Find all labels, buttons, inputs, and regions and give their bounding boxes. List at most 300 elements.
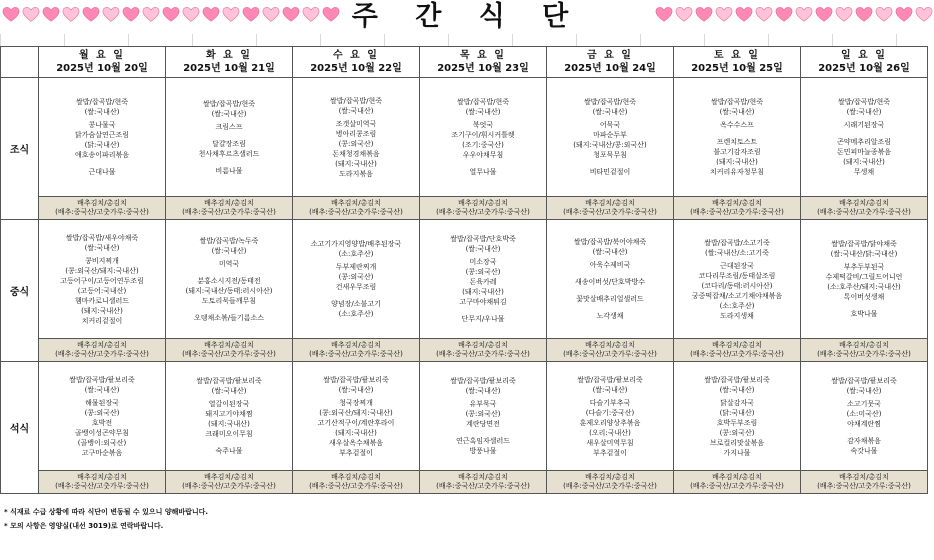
meal-row <box>1 362 928 471</box>
menu-item: 고등어구이/고등어연두조림 <box>60 276 144 285</box>
spacer <box>547 304 673 311</box>
kimchi-cell <box>801 197 928 220</box>
menu-item: 아욱수제비국 <box>589 261 631 269</box>
menu-item: (쌀:국내산) <box>465 245 501 253</box>
menu-item: (쌀:국내산) <box>846 387 882 395</box>
menu-item: 분홍소시지전/동태전 <box>197 276 261 285</box>
menu-item: (소:미국산) <box>846 410 882 418</box>
side-dish: 배추김치/총김치 <box>77 199 127 207</box>
heart-icon <box>835 6 853 24</box>
menu-item: (콩:외국산) <box>338 139 374 148</box>
kimchi-cell <box>293 339 420 362</box>
side-origin: (배추:중국산/고춧가루:중국산) <box>563 350 657 358</box>
heart-icon <box>82 6 100 24</box>
side-origin: (배추:중국산/고춧가루:중국산) <box>436 482 530 490</box>
sheet-gridlines <box>0 34 934 46</box>
menu-item: (소:호주산) <box>338 310 374 318</box>
side-origin: (배추:중국산/고춧가루:중국산) <box>182 208 276 216</box>
menu-item: (돼지:국내산) <box>843 158 885 166</box>
heart-icon <box>915 6 933 24</box>
menu-item: (콩:외국산/돼지:국내산) <box>65 266 139 275</box>
menu-item: 열무나물 <box>469 168 497 176</box>
menu-item: 쌀밥/잡곡밥/팥보리죽 <box>704 375 770 384</box>
menu-cell <box>674 362 801 471</box>
kimchi-cell <box>674 197 801 220</box>
menu-item: (쌀:국내산/소:고기죽 <box>705 248 769 257</box>
kimchi-cell <box>39 339 166 362</box>
menu-item: 비름나물 <box>215 166 243 175</box>
menu-item: 감자채볶음 <box>847 437 881 445</box>
menu-item: 천사채후르츠샐러드 <box>198 149 260 158</box>
menu-cell <box>801 78 928 197</box>
spacer <box>166 306 292 313</box>
kimchi-cell <box>39 197 166 220</box>
side-dish: 배추김치/총김치 <box>839 341 889 349</box>
menu-item: (콩:외국산) <box>719 428 755 437</box>
menu-item: 연근흑임자샐러드 <box>455 437 511 445</box>
menu-item: (소:호주산) <box>338 250 374 258</box>
side-dish: 배추김치/총김치 <box>458 473 508 481</box>
menu-cell <box>801 220 928 339</box>
day-header <box>801 47 928 78</box>
meal-label: 석식 <box>1 362 39 494</box>
meal-label: 중식 <box>1 220 39 362</box>
meal-label: 조식 <box>1 78 39 220</box>
menu-item: (돼지:국내산) <box>716 158 758 166</box>
menu-item: 훈제오리양상추볶음 <box>579 418 641 427</box>
side-origin: (배추:중국산/고춧가루:중국산) <box>55 482 149 490</box>
heart-icon <box>755 6 773 24</box>
heart-icon <box>895 6 913 24</box>
page-title: 주 간 식 단 <box>351 1 583 32</box>
menu-cell <box>674 78 801 197</box>
side-dish: 배추김치/총김치 <box>77 473 127 481</box>
menu-item: 도라지생채 <box>720 311 754 320</box>
heart-icon <box>102 6 120 24</box>
menu-item: 크래미오이무침 <box>205 430 253 438</box>
menu-cell <box>39 362 166 471</box>
menu-item: 우우야채무침 <box>462 151 504 159</box>
side-dish: 배추김치/총김치 <box>331 341 381 349</box>
menu-item: 돈채청경채볶음 <box>332 149 380 158</box>
side-origin: (배추:중국산/고춧가루:중국산) <box>55 350 149 358</box>
menu-cell <box>39 78 166 197</box>
menu-item: 치커리겉절이 <box>81 316 123 325</box>
menu-item: (쌀:국내산) <box>211 246 247 255</box>
menu-item: 쌀밥/잡곡밥/팥보리죽 <box>323 375 389 384</box>
menu-item: 북엇국 <box>472 121 494 129</box>
menu-cell <box>420 220 547 339</box>
heart-icon <box>262 6 280 24</box>
menu-item: 소고기가지영양밥/배추된장국 <box>310 240 402 248</box>
kimchi-cell <box>39 471 166 494</box>
kimchi-cell <box>420 197 547 220</box>
kimchi-cell <box>674 339 801 362</box>
side-dish: 배추김치/총김치 <box>331 473 381 481</box>
menu-item: 건새우무조림 <box>335 283 377 291</box>
menu-item: 숙주나물 <box>215 447 243 455</box>
menu-item: 가지나물 <box>723 448 751 457</box>
menu-cell <box>674 220 801 339</box>
menu-item: 쌀밥/잡곡밥/팥보리죽 <box>196 377 262 385</box>
meal-row <box>1 220 928 339</box>
side-origin: (배추:중국산/고춧가루:중국산) <box>817 208 911 216</box>
menu-item: 돼지고기야채찜 <box>205 410 253 418</box>
menu-item: 닭살감자국 <box>720 398 754 407</box>
menu-cell <box>293 362 420 471</box>
menu-item: (돼지:국내산) <box>335 159 377 168</box>
menu-item: 곤약메추리알조림 <box>836 138 892 146</box>
menu-body <box>1 78 928 494</box>
side-origin: (배추:중국산/고춧가루:중국산) <box>182 482 276 490</box>
menu-item: (다슬기:중국산) <box>585 408 635 417</box>
side-origin: (배추:중국산/고춧가루:중국산) <box>436 350 530 358</box>
side-dish: 배추김치/총김치 <box>458 199 508 207</box>
menu-cell <box>166 220 293 339</box>
spacer <box>166 159 292 166</box>
menu-item: 쌀밥/잡곡밥/현죽 <box>202 99 256 108</box>
menu-item: 청포묵무침 <box>593 151 627 159</box>
menu-item: (쌀:국내산) <box>338 385 374 394</box>
menu-item: 돈민피마늘종볶음 <box>836 148 892 156</box>
menu-item: 소고기뭇국 <box>847 400 881 408</box>
menu-item: (콩:외국산) <box>84 408 120 417</box>
menu-item: (쌀:국내산) <box>211 109 247 118</box>
day-name: 화 요 일 <box>206 50 252 61</box>
menu-cell <box>293 78 420 197</box>
side-origin: (배추:중국산/고춧가루:중국산) <box>309 350 403 358</box>
side-origin: (배추:중국산/고춧가루:중국산) <box>563 482 657 490</box>
day-header <box>293 47 420 78</box>
menu-item: 쌀밥/잡곡밥/현죽 <box>329 96 383 105</box>
note-line: * 모의 사항은 영양실(내선 3019)로 연락바랍니다. <box>4 522 164 530</box>
menu-item: 코다리무조림/동태살조림 <box>698 271 776 280</box>
menu-item: 쌀밥/잡곡밥/팥보리죽 <box>450 377 516 385</box>
menu-item: 호박두부조림 <box>716 418 758 427</box>
menu-item: (돼지:국내산/동태:러시아산) <box>185 286 273 295</box>
day-date: 2025년 10월 25일 <box>691 63 783 74</box>
menu-item: (쌀:국내산) <box>84 108 120 116</box>
menu-item: 치커리유자청무침 <box>709 168 765 176</box>
day-name: 일 요 일 <box>841 50 887 61</box>
menu-item: 불고기감자조림 <box>713 148 761 156</box>
menu-item: 달걀장조림 <box>212 139 246 148</box>
menu-item: 쌀밥/잡곡밥/팥보리죽 <box>577 375 643 384</box>
heart-icon <box>182 6 200 24</box>
heart-icon <box>655 6 673 24</box>
menu-item: (쌀:국내산/닭:국내산) <box>830 250 898 258</box>
menu-item: 부추겉절이 <box>339 448 373 457</box>
menu-item: 도토리묵들깨무침 <box>201 296 257 305</box>
menu-item: 호박나물 <box>850 310 878 318</box>
spacer <box>166 132 292 139</box>
menu-item: (닭:국내산) <box>719 408 755 417</box>
menu-item: (쌀:국내산) <box>84 385 120 394</box>
menu-item: 쌀밥/잡곡밥/팥보리죽 <box>831 377 897 385</box>
menu-item: (쌀:국내산) <box>592 108 628 116</box>
spacer <box>801 130 927 137</box>
side-row <box>1 197 928 220</box>
menu-item: 쌀밥/잡곡밥/현죽 <box>75 98 129 106</box>
menu-item: 톡이버섯생채 <box>843 293 885 301</box>
kimchi-cell <box>293 197 420 220</box>
day-date: 2025년 10월 22일 <box>310 63 402 74</box>
heart-icon <box>22 6 40 24</box>
menu-item: 쌀밥/잡곡밥/팥보리죽 <box>69 375 135 384</box>
heart-icon <box>242 6 260 24</box>
side-origin: (배추:중국산/고춧가루:중국산) <box>817 482 911 490</box>
side-origin: (배추:중국산/고춧가루:중국산) <box>436 208 530 216</box>
side-dish: 배추김치/총김치 <box>712 341 762 349</box>
side-dish: 배추김치/총김치 <box>712 473 762 481</box>
menu-item: 콩나물국 <box>88 121 116 129</box>
menu-item: 야채계란찜 <box>847 420 881 428</box>
menu-item: (고등어:국내산) <box>77 286 127 295</box>
menu-item: 양념장/소불고기 <box>331 300 381 308</box>
menu-item: 부추겉절이 <box>593 448 627 457</box>
kimchi-cell <box>166 339 293 362</box>
side-origin: (배추:중국산/고춧가루:중국산) <box>55 208 149 216</box>
menu-cell <box>547 220 674 339</box>
spacer <box>166 439 292 446</box>
menu-item: (돼지:국내산/콩:외국산) <box>573 141 647 149</box>
menu-item: (쌀:국내산) <box>592 385 628 394</box>
side-dish: 배추김치/총김치 <box>839 199 889 207</box>
day-date: 2025년 10월 20일 <box>56 63 148 74</box>
menu-item: 노각생채 <box>596 312 624 320</box>
menu-item: 고구마야채튀김 <box>459 298 507 306</box>
day-date: 2025년 10월 21일 <box>183 63 275 74</box>
spacer <box>547 287 673 294</box>
spacer <box>420 160 546 167</box>
menu-item: 새송이버섯/단호박방수 <box>575 278 645 286</box>
menu-item: 쌀밥/잡곡밥/북어야채죽 <box>573 238 647 246</box>
menu-item: 옥수수스프 <box>720 121 754 129</box>
side-dish: 배추김치/총김치 <box>585 473 635 481</box>
menu-item: (쌀:국내산) <box>719 385 755 394</box>
menu-item: 해물된장국 <box>85 398 119 407</box>
side-dish: 배추김치/총김치 <box>204 341 254 349</box>
menu-item: 다슬기부추국 <box>589 398 631 407</box>
side-dish: 배추김치/총김치 <box>458 341 508 349</box>
menu-item: (콩:외국산/돼지:국내산) <box>319 408 393 417</box>
menu-item: 쌀밥/잡곡밥/현죽 <box>710 98 764 106</box>
kimchi-cell <box>166 471 293 494</box>
heart-icon <box>122 6 140 24</box>
heart-icon <box>695 6 713 24</box>
menu-item: (돼지:국내산) <box>81 306 123 315</box>
kimchi-cell <box>674 471 801 494</box>
menu-item: 크림스프 <box>215 122 243 131</box>
menu-item: 숙갓나물 <box>850 447 878 455</box>
day-name: 월 요 일 <box>79 50 125 61</box>
spacer <box>547 270 673 277</box>
heart-icon <box>302 6 320 24</box>
menu-item: 쌀밥/잡곡밥/현죽 <box>837 98 891 106</box>
menu-item: 쌀밥/잡곡밥/소고기죽 <box>704 238 770 247</box>
menu-item: 애호송이파리볶음 <box>74 151 130 159</box>
menu-item: 콩비지찌개 <box>85 256 119 265</box>
menu-item: 어묵국 <box>599 121 621 129</box>
side-dish: 배추김치/총김치 <box>77 341 127 349</box>
menu-item: (콩:외국산) <box>465 268 501 276</box>
menu-item: 근대나물 <box>88 168 116 176</box>
day-date: 2025년 10월 26일 <box>818 63 910 74</box>
menu-cell <box>801 362 928 471</box>
menu-cell <box>547 362 674 471</box>
menu-item: 방풍나물 <box>469 447 497 455</box>
spacer <box>293 292 419 299</box>
side-origin: (배추:중국산/고춧가루:중국산) <box>309 482 403 490</box>
menu-item: (돼지:국내산) <box>335 428 377 437</box>
menu-cell <box>166 78 293 197</box>
menu-item: 꽃맛살배추리얼샐러드 <box>576 295 644 303</box>
day-header <box>420 47 547 78</box>
menu-item: 무생채 <box>853 168 875 176</box>
menu-item: (소:호주산/돼지:국내산) <box>827 283 901 291</box>
day-header <box>166 47 293 78</box>
heart-icon <box>875 6 893 24</box>
menu-item: 오뎅채소볶/들기름소스 <box>194 313 264 322</box>
menu-item: 근대된장국 <box>720 261 754 270</box>
menu-item: 단무지/우나물 <box>461 315 505 323</box>
menu-item: 돈육카레 <box>469 278 497 286</box>
menu-item: (쌀:국내산) <box>592 248 628 256</box>
menu-item: (소:호주산) <box>719 301 755 310</box>
heart-icon <box>62 6 80 24</box>
menu-cell <box>547 78 674 197</box>
side-origin: (배추:중국산/고춧가루:중국산) <box>690 208 784 216</box>
day-header <box>674 47 801 78</box>
side-origin: (배추:중국산/고춧가루:중국산) <box>563 208 657 216</box>
side-dish: 배추김치/총김치 <box>585 199 635 207</box>
kimchi-cell <box>801 339 928 362</box>
menu-item: 쌀밥/잡곡밥/현죽 <box>456 98 510 106</box>
spacer <box>166 269 292 276</box>
menu-item: (쌀:국내산) <box>719 108 755 116</box>
side-dish: 배추김치/총김치 <box>204 473 254 481</box>
menu-item: 미소장국 <box>469 258 497 266</box>
menu-item: (쌀:국내산) <box>211 387 247 395</box>
spacer <box>39 160 165 167</box>
menu-item: 시래기된장국 <box>843 121 885 129</box>
day-name: 목 요 일 <box>460 50 506 61</box>
menu-item: (닭:국내산) <box>84 141 120 149</box>
hearts-right <box>655 6 933 30</box>
kimchi-cell <box>166 197 293 220</box>
side-dish: 배추김치/총김치 <box>585 341 635 349</box>
day-date: 2025년 10월 23일 <box>437 63 529 74</box>
menu-item: 프렌치토스트 <box>716 138 758 146</box>
menu-item: (골뱅이:외국산) <box>77 438 127 447</box>
menu-item: 호박전 <box>91 418 113 427</box>
menu-cell <box>420 362 547 471</box>
menu-item: 비타민겉절이 <box>589 168 631 176</box>
kimchi-cell <box>293 471 420 494</box>
menu-item: 쌀밥/잡곡밥/닭야채죽 <box>831 240 897 248</box>
menu-item: 골뱅이성곤약무침 <box>74 428 130 437</box>
menu-item: 청국장찌개 <box>339 398 373 407</box>
menu-item: 조갯살미역국 <box>335 119 377 128</box>
side-row <box>1 471 928 494</box>
menu-item: 수제떡갈비/그릴드어니언 <box>825 273 903 281</box>
heart-icon <box>675 6 693 24</box>
menu-item: 쌀밥/잡곡밥/현죽 <box>583 98 637 106</box>
kimchi-cell <box>547 471 674 494</box>
menu-item: (쌀:국내산) <box>338 106 374 115</box>
side-row <box>1 339 928 362</box>
day-header <box>547 47 674 78</box>
menu-cell <box>420 78 547 197</box>
menu-item: 새우살미역무침 <box>586 438 634 447</box>
menu-item: (콩:외국산) <box>465 410 501 418</box>
weekly-menu-table <box>0 46 928 494</box>
menu-item: 계란당면전 <box>466 420 500 428</box>
menu-item: (쌀:국내산) <box>465 387 501 395</box>
day-name: 토 요 일 <box>714 50 760 61</box>
side-origin: (배추:중국산/고춧가루:중국산) <box>690 350 784 358</box>
side-origin: (배추:중국산/고춧가루:중국산) <box>817 350 911 358</box>
meal-row <box>1 78 928 197</box>
heart-icon <box>795 6 813 24</box>
menu-item: 햄마카로니샐러드 <box>74 296 130 305</box>
heart-icon <box>202 6 220 24</box>
heart-icon <box>42 6 60 24</box>
heart-icon <box>142 6 160 24</box>
menu-item: (돼지:국내산) <box>462 288 504 296</box>
day-header-row <box>1 47 928 78</box>
menu-item: 쌀밥/잡곡밥/단호박죽 <box>450 235 516 243</box>
day-name: 금 요 일 <box>587 50 633 61</box>
day-date: 2025년 10월 24일 <box>564 63 656 74</box>
kimchi-cell <box>801 471 928 494</box>
heart-icon <box>815 6 833 24</box>
menu-item: 고기산적구이/계란후라이 <box>317 418 395 427</box>
menu-item: (쌀:국내산) <box>846 108 882 116</box>
spacer <box>801 429 927 436</box>
menu-item: 열갈이된장국 <box>208 400 250 408</box>
menu-item: 미역국 <box>218 259 240 268</box>
menu-item: 병아리콩조림 <box>335 129 377 138</box>
hearts-left <box>2 6 340 30</box>
side-origin: (배추:중국산/고춧가루:중국산) <box>690 482 784 490</box>
menu-cell <box>293 220 420 339</box>
kimchi-cell <box>420 339 547 362</box>
side-dish: 배추김치/총김치 <box>204 199 254 207</box>
menu-item: (쌀:국내산) <box>465 108 501 116</box>
kimchi-cell <box>547 339 674 362</box>
side-dish: 배추김치/총김치 <box>331 199 381 207</box>
spacer <box>420 429 546 436</box>
menu-item: (조기:중국산) <box>462 141 504 149</box>
spacer <box>801 302 927 309</box>
day-name: 수 요 일 <box>333 50 379 61</box>
menu-item: 브로컬리맛살볶음 <box>709 438 765 447</box>
kimchi-cell <box>547 197 674 220</box>
corner-cell <box>1 47 39 78</box>
heart-icon <box>775 6 793 24</box>
menu-item: (오리:국내산) <box>589 428 631 437</box>
menu-cell <box>39 220 166 339</box>
menu-item: 닭가슴살연근조림 <box>74 131 130 139</box>
menu-item: (코다리/동태:러시아산) <box>701 281 773 290</box>
day-header <box>39 47 166 78</box>
side-origin: (배추:중국산/고춧가루:중국산) <box>309 208 403 216</box>
menu-item: 궁중떡잡채/소고기채야채볶음 <box>691 291 783 300</box>
heart-icon <box>735 6 753 24</box>
menu-item: 유부묵국 <box>469 400 497 408</box>
menu-item: 마파순두부 <box>593 131 627 139</box>
